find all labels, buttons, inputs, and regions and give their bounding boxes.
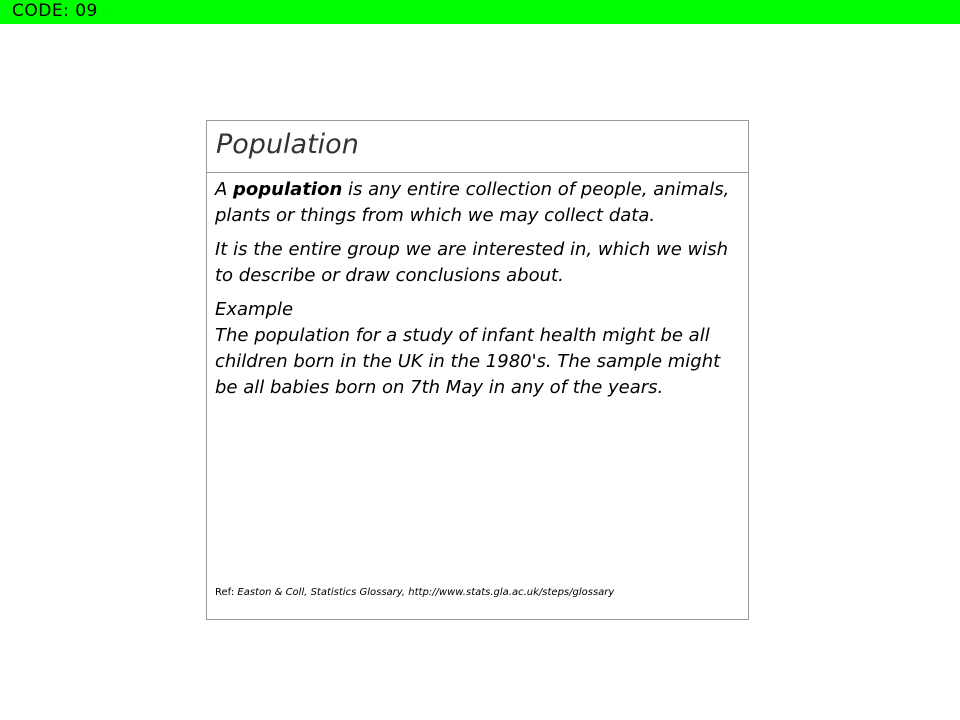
example-paragraph: [215, 297, 740, 401]
definition-paragraph: [215, 177, 740, 229]
example-text: The population for a study of infant health might be all children born in the UK in the 1980's. The sample might be all babies born on 7th May in any of the years.: [215, 325, 721, 398]
glossary-card: [206, 120, 749, 620]
card-header: [207, 121, 748, 173]
code-label: CODE: 09: [12, 1, 98, 21]
card-body: [207, 173, 748, 401]
definition-suffix: is any entire collection of people, animals, plants or things from which we may collect data.: [215, 179, 730, 226]
reference-source: Easton & Coll, Statistics Glossary, http://www.stats.gla.ac.uk/steps/glossary: [237, 587, 615, 598]
definition-term: population: [233, 179, 343, 200]
example-heading: Example: [215, 299, 294, 320]
card-title: Population: [216, 129, 359, 160]
reference-line: [215, 587, 614, 598]
elaboration-paragraph: It is the entire group we are interested in, which we wish to describe or draw conclusions about.: [215, 239, 729, 286]
code-banner: [0, 0, 960, 24]
reference-label: Ref:: [215, 587, 238, 598]
definition-prefix: A: [215, 179, 234, 200]
